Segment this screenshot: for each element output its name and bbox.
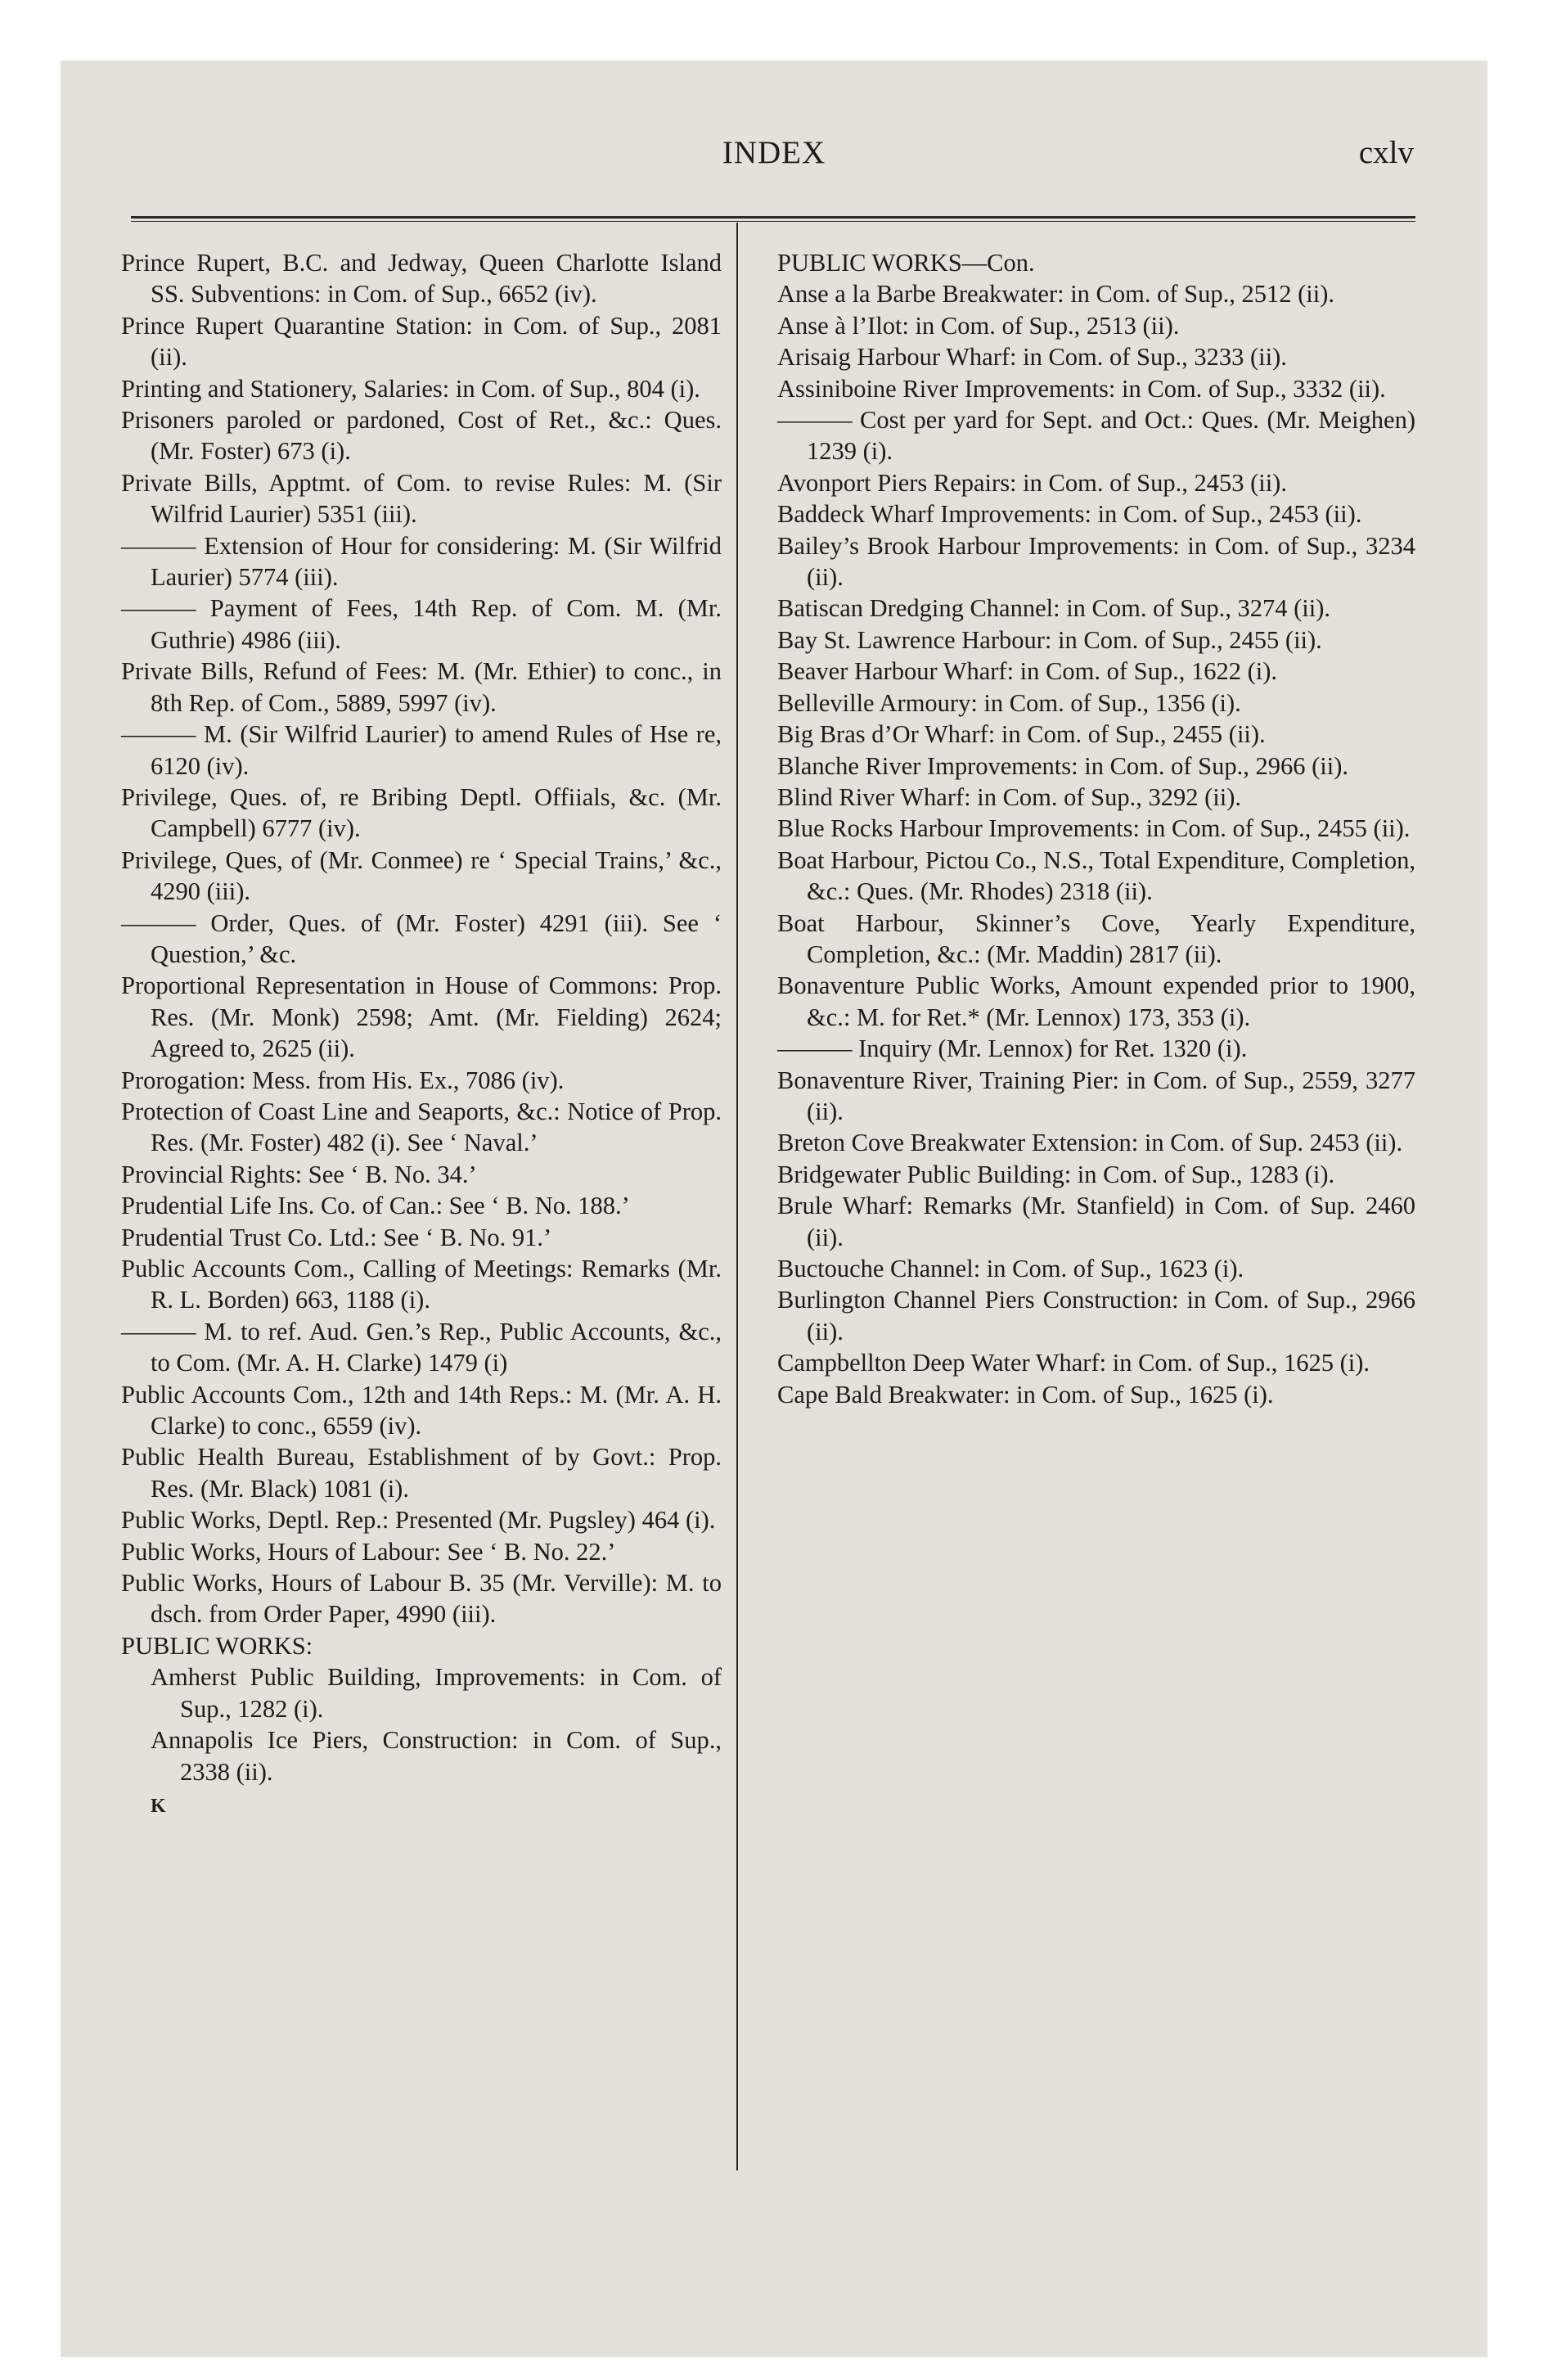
index-entry: Public Accounts Com., 12th and 14th Reps.: M. (Mr. A. H. Clarke) to conc., 6559 (iv). <box>121 1380 722 1440</box>
index-section-heading: PUBLIC WORKS—Con. <box>777 249 1035 277</box>
left-column <box>121 247 722 1822</box>
index-entry: Anse a la Barbe Breakwater: in Com. of Sup., 2512 (ii). <box>777 280 1335 309</box>
index-entry: Big Bras d’Or Wharf: in Com. of Sup., 2455 (ii). <box>777 720 1266 749</box>
index-entry: Public Works, Deptl. Rep.: Presented (Mr. Pugsley) 464 (i). <box>121 1506 716 1535</box>
index-entry: Blue Rocks Harbour Improvements: in Com. of Sup., 2455 (ii). <box>777 814 1411 843</box>
index-section-heading: PUBLIC WORKS: <box>121 1631 313 1660</box>
index-entry: Amherst Public Building, Improvements: in Com. of Sup., 1282 (i). <box>151 1663 722 1723</box>
index-entry: Public Works, Hours of Labour B. 35 (Mr. Verville): M. to dsch. from Order Paper, 4990 (iii). <box>121 1569 722 1629</box>
page-title: INDEX <box>722 135 826 170</box>
index-entry: Cape Bald Breakwater: in Com. of Sup., 1625 (i). <box>777 1380 1274 1409</box>
index-entry: Boat Harbour, Skinner’s Cove, Yearly Expenditure, Completion, &c.: (Mr. Maddin) 2817 (ii). <box>777 908 1415 968</box>
index-entry: ——— Payment of Fees, 14th Rep. of Com. M. (Mr. Guthrie) 4986 (iii). <box>121 594 722 654</box>
right-column <box>777 247 1415 1410</box>
page-sheet <box>61 61 1487 2357</box>
index-entry: Batiscan Dredging Channel: in Com. of Sup., 3274 (ii). <box>777 594 1331 623</box>
index-entry: Boat Harbour, Pictou Co., N.S., Total Expenditure, Completion, &c.: Ques. (Mr. Rhodes) 2318 (ii). <box>777 845 1415 906</box>
index-entry: Protection of Coast Line and Seaports, &c.: Notice of Prop. Res. (Mr. Foster) 482 (i). See ‘ Naval.’ <box>121 1097 722 1157</box>
index-entry: Public Accounts Com., Calling of Meetings: Remarks (Mr. R. L. Borden) 663, 1188 (i). <box>121 1255 722 1314</box>
index-entry: Prudential Life Ins. Co. of Can.: See ‘ B. No. 188.’ <box>121 1192 630 1220</box>
index-entry: Anse à l’Ilot: in Com. of Sup., 2513 (ii). <box>777 311 1180 340</box>
index-entry: Bonaventure River, Training Pier: in Com. of Sup., 2559, 3277 (ii). <box>777 1066 1415 1125</box>
index-entry: Printing and Stationery, Salaries: in Com. of Sup., 804 (i). <box>121 374 700 403</box>
index-entry: ——— Inquiry (Mr. Lennox) for Ret. 1320 (i). <box>777 1034 1248 1063</box>
index-entry: Provincial Rights: See ‘ B. No. 34.’ <box>121 1160 477 1188</box>
index-entry: ——— Order, Ques. of (Mr. Foster) 4291 (iii). See ‘ Question,’ &c. <box>121 908 722 968</box>
index-entry: Breton Cove Breakwater Extension: in Com. of Sup. 2453 (ii). <box>777 1129 1403 1157</box>
index-entry: Private Bills, Refund of Fees: M. (Mr. Ethier) to conc., in 8th Rep. of Com., 5889, 5997 (iv). <box>121 657 722 717</box>
column-divider <box>736 223 738 2170</box>
page-number: cxlv <box>1358 135 1414 170</box>
index-entry: Baddeck Wharf Improvements: in Com. of Sup., 2453 (ii). <box>777 500 1362 529</box>
index-entry: Public Health Bureau, Establishment of by Govt.: Prop. Res. (Mr. Black) 1081 (i). <box>121 1443 722 1503</box>
index-entry: ——— Extension of Hour for considering: M. (Sir Wilfrid Laurier) 5774 (iii). <box>121 531 722 592</box>
index-entry: Bonaventure Public Works, Amount expended prior to 1900, &c.: M. for Ret.* (Mr. Lennox) 173, 353 (i). <box>777 971 1415 1031</box>
index-entry: Bay St. Lawrence Harbour: in Com. of Sup., 2455 (ii). <box>777 625 1322 654</box>
index-entry: Privilege, Ques, of (Mr. Conmee) re ‘ Special Trains,’ &c., 4290 (iii). <box>121 845 722 906</box>
index-entry: Prisoners paroled or pardoned, Cost of Ret., &c.: Ques. (Mr. Foster) 673 (i). <box>121 406 722 466</box>
index-entry: Annapolis Ice Piers, Construction: in Com. of Sup., 2338 (ii). <box>151 1726 722 1786</box>
index-entry: Bridgewater Public Building: in Com. of Sup., 1283 (i). <box>777 1160 1335 1188</box>
index-entry: Prudential Trust Co. Ltd.: See ‘ B. No. 91.’ <box>121 1223 552 1251</box>
index-entry: ——— M. (Sir Wilfrid Laurier) to amend Rules of Hse re, 6120 (iv). <box>121 720 722 780</box>
index-entry: Bailey’s Brook Harbour Improvements: in Com. of Sup., 3234 (ii). <box>777 531 1415 592</box>
index-entry: Avonport Piers Repairs: in Com. of Sup., 2453 (ii). <box>777 468 1287 497</box>
index-entry: Brule Wharf: Remarks (Mr. Stanfield) in Com. of Sup. 2460 (ii). <box>777 1192 1415 1251</box>
index-entry: Arisaig Harbour Wharf: in Com. of Sup., 3233 (ii). <box>777 343 1287 372</box>
index-entry: Prince Rupert, B.C. and Jedway, Queen Charlotte Island SS. Subventions: in Com. of Sup., 6652 (iv). <box>121 249 722 309</box>
index-entry: Buctouche Channel: in Com. of Sup., 1623 (i). <box>777 1255 1244 1282</box>
index-entry: Private Bills, Apptmt. of Com. to revise Rules: M. (Sir Wilfrid Laurier) 5351 (iii). <box>121 468 722 529</box>
index-entry: Blind River Wharf: in Com. of Sup., 3292 (ii). <box>777 782 1242 811</box>
page-header <box>61 134 1487 183</box>
index-entry: Prorogation: Mess. from His. Ex., 7086 (iv). <box>121 1066 565 1094</box>
index-entry: Privilege, Ques. of, re Bribing Deptl. Offiials, &c. (Mr. Campbell) 6777 (iv). <box>121 782 722 843</box>
index-entry: Assiniboine River Improvements: in Com. of Sup., 3332 (ii). <box>777 374 1386 403</box>
index-entry: Burlington Channel Piers Construction: in Com. of Sup., 2966 (ii). <box>777 1286 1415 1346</box>
index-entry: Beaver Harbour Wharf: in Com. of Sup., 1622 (i). <box>777 657 1277 686</box>
index-entry: Blanche River Improvements: in Com. of Sup., 2966 (ii). <box>777 751 1349 780</box>
signature-mark: K <box>151 1795 166 1817</box>
index-entry: Campbellton Deep Water Wharf: in Com. of Sup., 1625 (i). <box>777 1349 1370 1377</box>
index-entry: Belleville Armoury: in Com. of Sup., 1356 (i). <box>777 688 1241 717</box>
index-entry: Prince Rupert Quarantine Station: in Com. of Sup., 2081 (ii). <box>121 311 722 372</box>
index-entry: Proportional Representation in House of Commons: Prop. Res. (Mr. Monk) 2598; Amt. (Mr. Fielding) 2624; Agreed to, 2625 (ii). <box>121 971 722 1063</box>
index-entry: ——— M. to ref. Aud. Gen.’s Rep., Public Accounts, &c., to Com. (Mr. A. H. Clarke) 1479 (i) <box>121 1317 722 1377</box>
index-entry: ——— Cost per yard for Sept. and Oct.: Ques. (Mr. Meighen) 1239 (i). <box>777 406 1415 466</box>
header-rule <box>131 216 1415 222</box>
index-entry: Public Works, Hours of Labour: See ‘ B. No. 22.’ <box>121 1537 616 1566</box>
